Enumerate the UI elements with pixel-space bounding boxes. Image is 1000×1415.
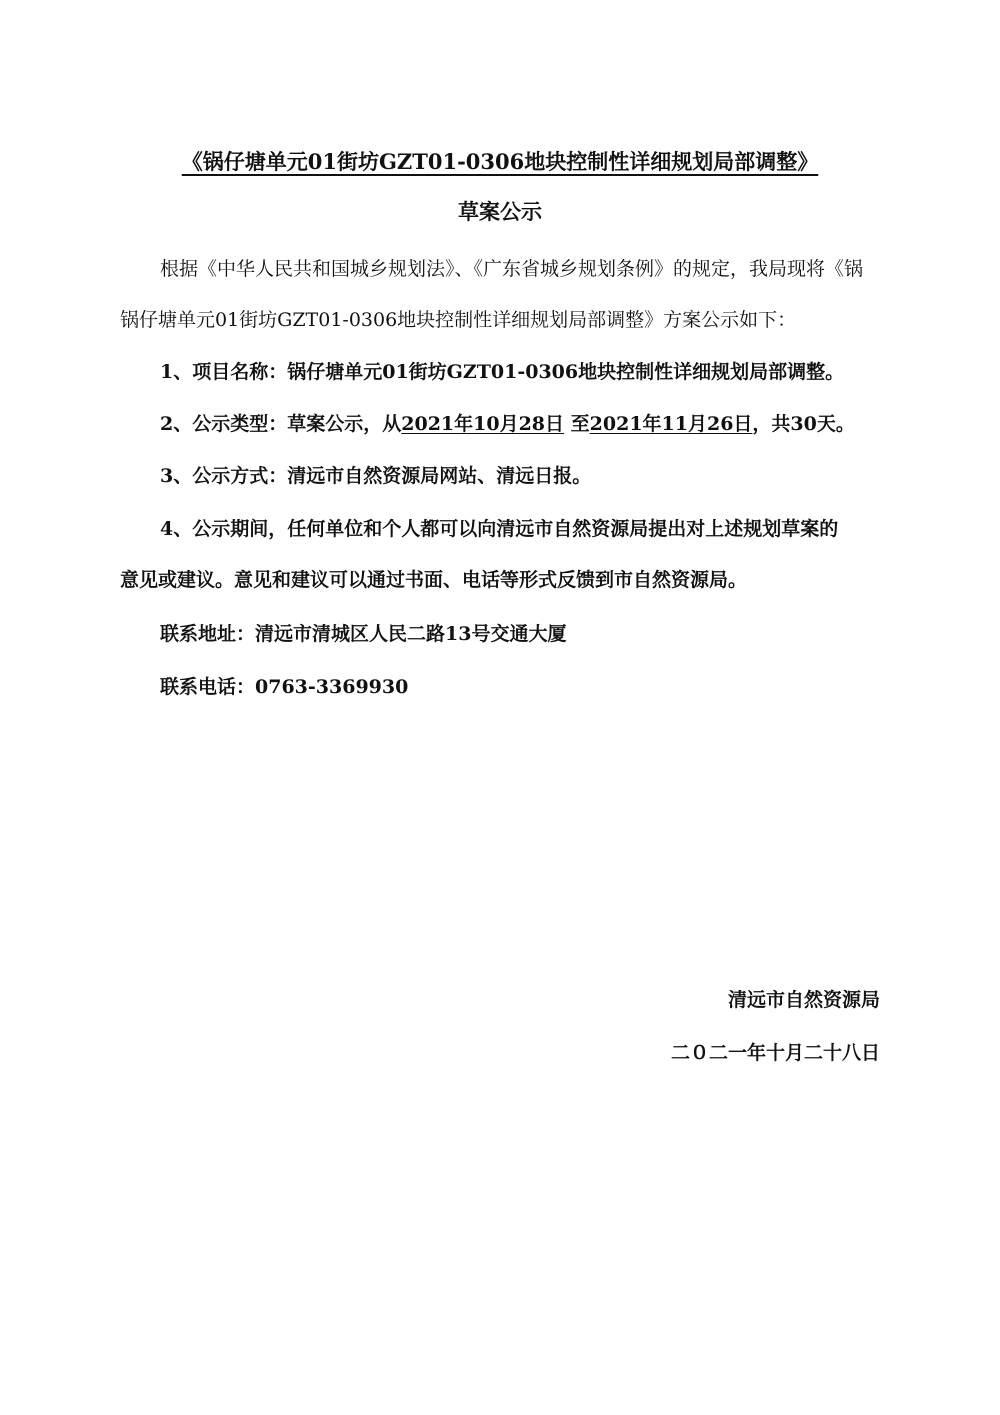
item-notice-type (160, 412, 855, 436)
document-title-text: 《锅仔塘单元01街坊GZT01-0306地块控制性详细规划局部调整》 (181, 149, 819, 174)
intro-line-2: 锅仔塘单元01街坊GZT01-0306地块控制性详细规划局部调整》方案公示如下： (120, 309, 797, 331)
signature-date: 二０二一年十月二十八日 (670, 1042, 880, 1064)
item-feedback-line-2: 意见或建议。意见和建议可以通过书面、电话等形式反馈到市自然资源局。 (120, 569, 748, 591)
document-title (0, 150, 1000, 174)
signature-organization: 清远市自然资源局 (727, 989, 880, 1011)
item-notice-type-label: 2、公示类型： (160, 413, 288, 435)
contact-phone (160, 675, 408, 699)
notice-end-date: 2021年11月26日 (589, 413, 753, 435)
contact-address-label: 联系地址： (160, 623, 256, 645)
notice-to-text: 至 (570, 413, 590, 435)
item-notice-type-text: 草案公示，从 (287, 413, 402, 435)
item-project-name-value: 锅仔塘单元01街坊GZT01-0306地块控制性详细规划局部调整。 (287, 361, 845, 383)
document-subtitle: 草案公示 (458, 199, 542, 224)
item-notice-method (160, 464, 591, 488)
item-project-name-label: 1、项目名称： (160, 361, 288, 383)
item-feedback-line-1: 4、公示期间，任何单位和个人都可以向清远市自然资源局提出对上述规划草案的 (160, 518, 839, 540)
item-project-name (160, 360, 844, 384)
intro-line-1: 根据《中华人民共和国城乡规划法》、《广东省城乡规划条例》的规定，我局现将《锅 (160, 258, 864, 280)
contact-address (160, 622, 566, 646)
notice-start-date: 2021年10月28日 (401, 413, 565, 435)
notice-duration-text: ，共30天。 (752, 413, 855, 435)
item-notice-method-value: 清远市自然资源局网站、清远日报。 (287, 465, 592, 487)
contact-phone-label: 联系电话： (160, 676, 256, 698)
contact-address-value: 清远市清城区人民二路13号交通大厦 (255, 623, 567, 645)
contact-phone-value: 0763-3369930 (255, 676, 409, 698)
item-notice-method-label: 3、公示方式： (160, 465, 288, 487)
